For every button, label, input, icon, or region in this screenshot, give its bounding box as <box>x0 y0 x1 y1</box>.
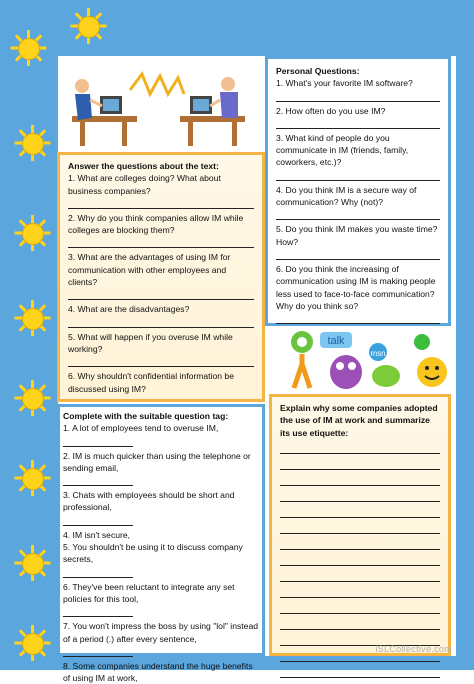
question-tag-panel <box>63 410 259 684</box>
tag-item-7: 7. You won't impress the boss by using "lol" instead of a period (.) after every sentence, <box>63 621 259 644</box>
tag-item-8: 8. Some companies understand the huge benefits of using IM at work, <box>63 660 253 684</box>
text-question-5: 5. What will happen if you overuse IM while working? <box>68 331 233 354</box>
sun-icon <box>70 8 106 44</box>
text-question-1: 1. What are colleges doing? What about business companies? <box>68 173 221 196</box>
sun-icon <box>10 30 46 66</box>
essay-title: Explain why some companies adopted the use of IM at work and summarize its use etiquette: <box>280 403 438 438</box>
sun-icon <box>14 125 50 161</box>
text-question-4: 4. What are the disadvantages? <box>68 304 190 315</box>
personal-question-5: 5. Do you think IM makes you waste time? How? <box>276 224 438 247</box>
sun-icon <box>14 460 50 496</box>
sun-icon <box>14 300 50 336</box>
personal-question-2: 2. How often do you use IM? <box>276 105 386 116</box>
tag-answer-line[interactable] <box>63 567 133 578</box>
tag-item-6: 6. They've been reluctant to integrate any set policies for this tool, <box>63 581 235 604</box>
tag-answer-line[interactable] <box>63 436 133 447</box>
answer-line[interactable] <box>276 170 440 181</box>
answer-line[interactable] <box>276 209 440 220</box>
chatting-people-illustration <box>70 68 250 148</box>
text-questions-title: Answer the questions about the text: <box>68 161 219 171</box>
answer-line[interactable] <box>68 237 254 248</box>
im-logos-illustration <box>282 326 454 394</box>
answer-line[interactable] <box>276 118 440 129</box>
answer-line[interactable] <box>68 198 254 209</box>
personal-questions-title: Personal Questions: <box>276 66 360 76</box>
sun-icon <box>14 625 50 661</box>
personal-question-3: 3. What kind of people do you communicate in IM (friends, family, coworkers, etc.)? <box>276 132 409 168</box>
answer-line[interactable] <box>276 249 440 260</box>
watermark: iSLCollective.com <box>375 644 452 654</box>
sun-icon <box>14 380 50 416</box>
tag-item-4: 4. IM isn't secure, <box>63 529 131 540</box>
text-question-3: 3. What are the advantages of using IM for communication with other employees and clients? <box>68 252 231 288</box>
sun-icon <box>14 545 50 581</box>
personal-question-6: 6. Do you think the increasing of communication using IM is making people less used to face-to-face communication? Why do you think so? <box>276 263 436 311</box>
page-border-right <box>456 0 474 670</box>
personal-question-1: 1. What's your favorite IM software? <box>276 78 413 89</box>
answer-line[interactable] <box>68 289 254 300</box>
msn-logo-label: msn <box>370 349 386 358</box>
answer-line[interactable] <box>276 313 440 324</box>
answer-line[interactable] <box>276 91 440 102</box>
essay-writing-lines[interactable] <box>280 443 440 678</box>
tag-answer-line[interactable] <box>63 515 133 526</box>
text-question-2: 2. Why do you think companies allow IM while colleges are blocking them? <box>68 212 244 236</box>
essay-panel <box>269 394 451 656</box>
tag-item-1: 1. A lot of employees tend to overuse IM, <box>63 423 219 434</box>
tag-answer-line[interactable] <box>63 606 133 617</box>
text-question-6: 6. Why shouldn't confidential information be discussed using IM? <box>68 371 234 394</box>
tag-item-3: 3. Chats with employees should be short and professional, <box>63 490 235 513</box>
answer-line[interactable] <box>68 356 254 367</box>
sun-icon <box>14 215 50 251</box>
personal-question-4: 4. Do you think IM is a secure way of communication? Why (not)? <box>276 184 417 208</box>
question-tag-title: Complete with the suitable question tag: <box>63 411 229 421</box>
tag-answer-line[interactable] <box>63 475 133 486</box>
talk-logo-label: talk <box>327 335 345 347</box>
text-questions-panel <box>57 152 265 402</box>
answer-line[interactable] <box>68 317 254 328</box>
tag-answer-line[interactable] <box>63 646 133 657</box>
tag-item-5: 5. You shouldn't be using it to discuss company secrets, <box>63 542 243 565</box>
personal-questions-panel <box>270 62 446 320</box>
tag-item-2: 2. IM is much quicker than using the telephone or sending email, <box>63 450 251 473</box>
